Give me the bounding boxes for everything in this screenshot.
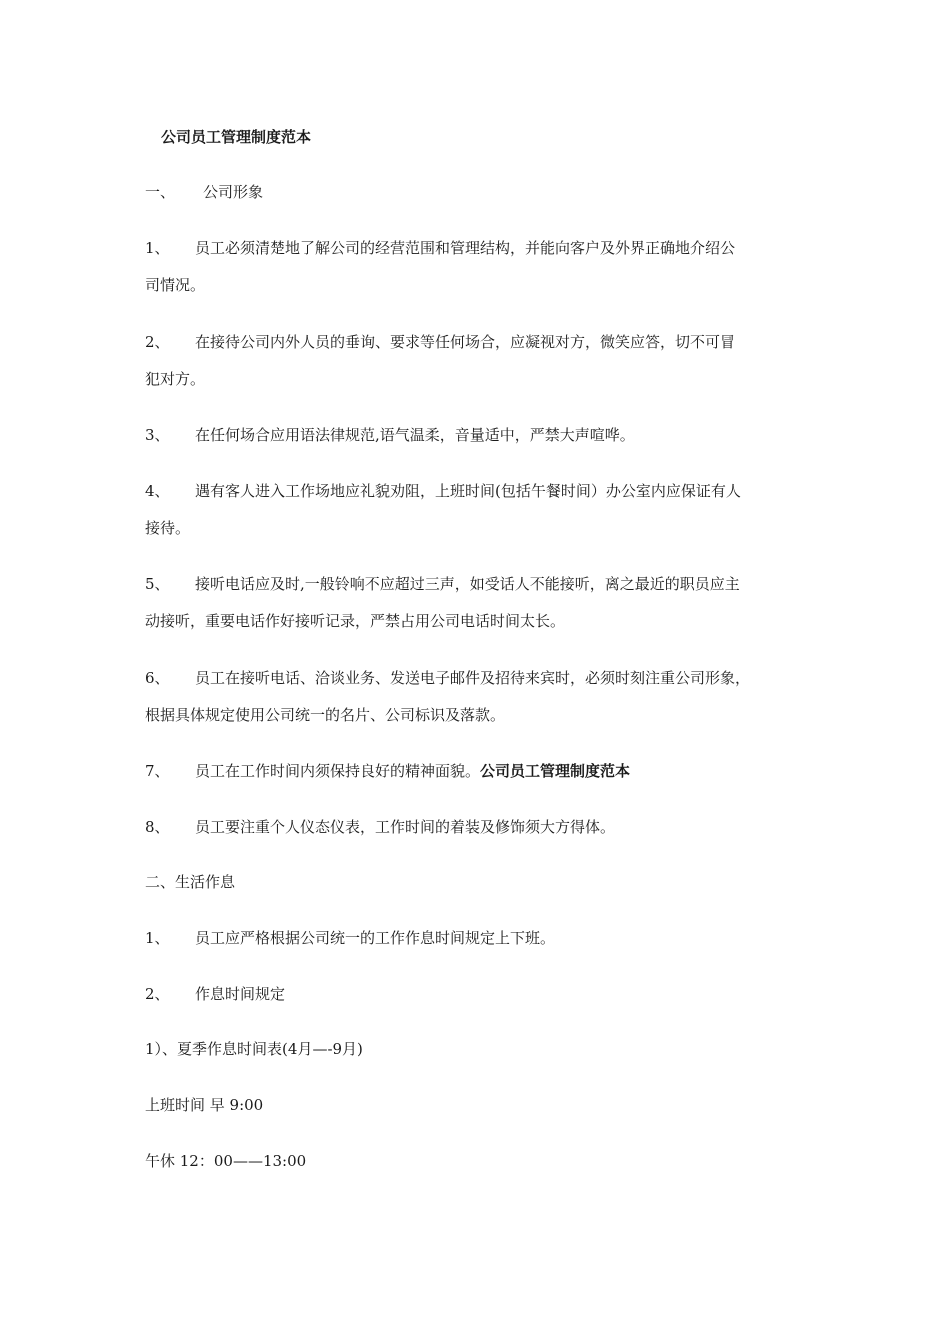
list-item-text: 接听电话应及时,一般铃响不应超过三声，如受话人不能接听，离之最近的职员应主 — [195, 575, 740, 593]
section-heading-daily-schedule: 二、生活作息 — [145, 873, 236, 891]
summer-schedule-heading: 1）、夏季作息时间表(4月—-9月) — [145, 1040, 363, 1058]
list-item-number: 5、 — [145, 575, 170, 593]
list-item-continuation: 犯对方。 — [145, 370, 206, 388]
list-item-text: 员工应严格根据公司统一的工作作息时间规定上下班。 — [195, 929, 556, 947]
list-item-number: 1、 — [145, 929, 170, 947]
list-item — [145, 983, 285, 1005]
list-item-number: 2、 — [145, 985, 170, 1003]
list-item-text: 员工在工作时间内须保持良好的精神面貌。 — [195, 762, 481, 780]
list-item-number: 4、 — [145, 482, 170, 500]
list-item-number: 8、 — [145, 818, 170, 836]
list-item-text: 员工必须清楚地了解公司的经营范围和管理结构，并能向客户及外界正确地介绍公 — [195, 239, 736, 257]
inline-bold-title: 公司员工管理制度范本 — [480, 762, 631, 780]
list-item — [145, 667, 750, 689]
list-item — [145, 237, 735, 259]
work-start-time: 上班时间 早 9:00 — [145, 1096, 264, 1114]
lunch-break-time: 午休 12：00——13:00 — [145, 1152, 307, 1170]
list-item — [145, 927, 555, 949]
list-item-number: 2、 — [145, 333, 170, 351]
list-item-text: 在任何场合应用语法律规范,语气温柔，音量适中，严禁大声喧哗。 — [195, 426, 635, 444]
list-item-text: 员工要注重个人仪态仪表，工作时间的着装及修饰须大方得体。 — [195, 818, 616, 836]
section-heading-company-image — [145, 181, 263, 203]
list-item — [145, 331, 735, 353]
list-item-continuation: 动接听，重要电话作好接听记录，严禁占用公司电话时间太长。 — [145, 612, 566, 630]
list-item-continuation: 根据具体规定使用公司统一的名片、公司标识及落款。 — [145, 706, 506, 724]
list-item-text: 在接待公司内外人员的垂询、要求等任何场合，应凝视对方，微笑应答，切不可冒 — [195, 333, 736, 351]
list-item — [145, 424, 635, 446]
section-number: 一、 — [145, 183, 176, 201]
list-item-text: 作息时间规定 — [195, 985, 286, 1003]
list-item-number: 7、 — [145, 762, 170, 780]
list-item-number: 3、 — [145, 426, 170, 444]
list-item — [145, 760, 630, 782]
list-item-number: 6、 — [145, 669, 170, 687]
list-item-continuation: 接待。 — [145, 519, 191, 537]
list-item-text: 员工在接听电话、洽谈业务、发送电子邮件及招待来宾时，必须时刻注重公司形象， — [195, 669, 751, 687]
list-item-text: 遇有客人进入工作场地应礼貌劝阻，上班时间(包括午餐时间）办公室内应保证有人 — [195, 482, 741, 500]
section-heading-text: 公司形象 — [203, 183, 264, 201]
list-item-continuation: 司情况。 — [145, 276, 206, 294]
list-item-number: 1、 — [145, 239, 170, 257]
list-item — [145, 816, 615, 838]
list-item — [145, 480, 741, 502]
document-title: 公司员工管理制度范本 — [161, 128, 312, 146]
list-item — [145, 573, 740, 595]
